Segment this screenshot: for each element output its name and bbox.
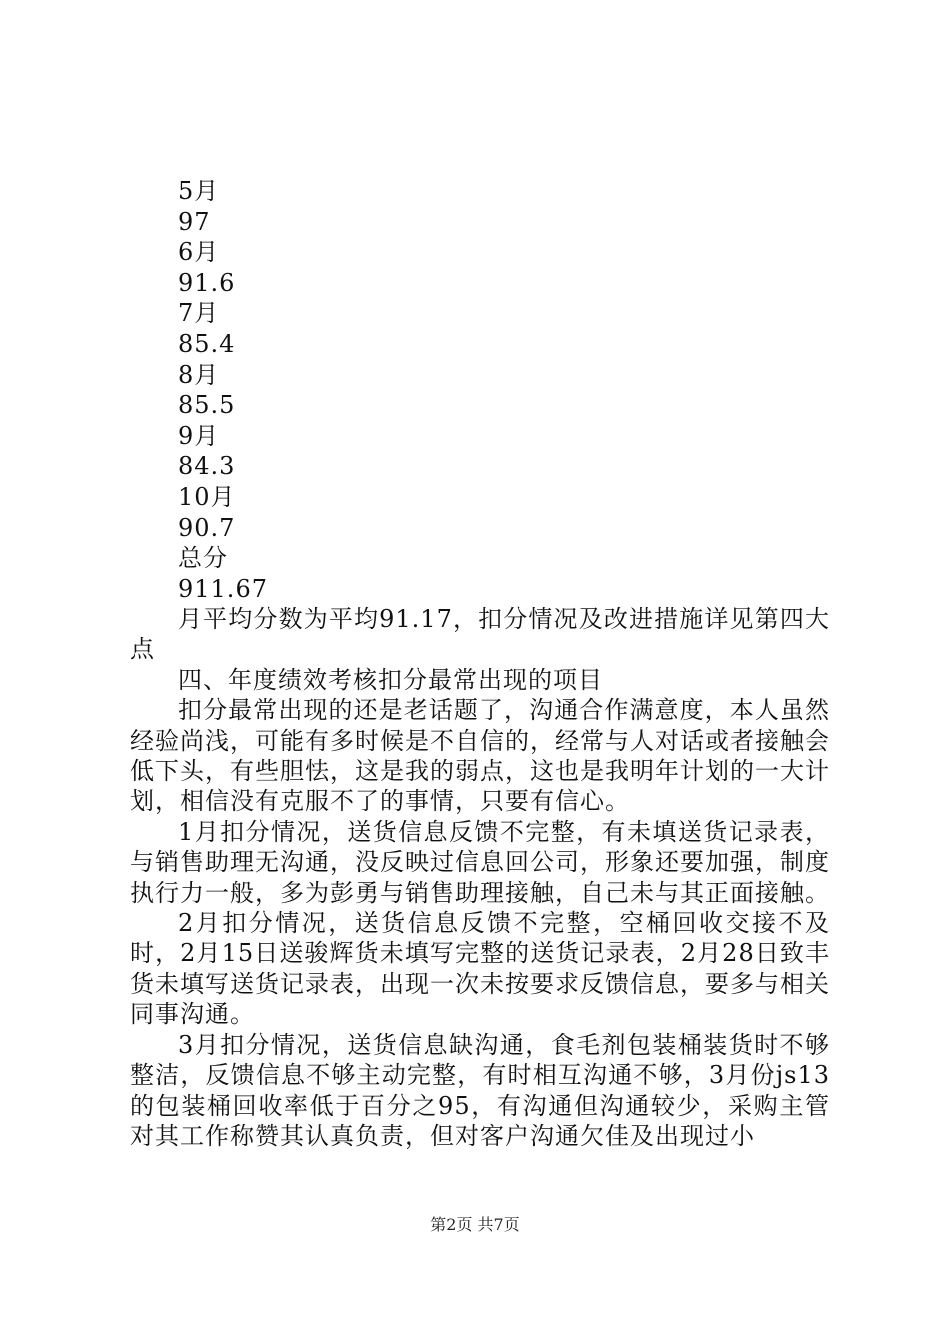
score-value: 85.5 <box>178 391 236 420</box>
score-month: 7月 <box>178 299 220 328</box>
january-paragraph: 1月扣分情况，送货信息反馈不完整，有未填送货记录表，与销售助理无沟通，没反映过信息回公司，形象还要加强，制度执行力一般，多为彭勇与销售助理接触，自己未与其正面接触。 <box>130 817 830 907</box>
score-value: 84.3 <box>178 452 236 481</box>
body-text <box>130 604 830 1151</box>
monthly-score-list <box>178 176 268 604</box>
march-paragraph: 3月扣分情况，送货信息缺沟通，食毛剂包装桶装货时不够整洁，反馈信息不够主动完整，有时相互沟通不够，3月份js13的包装桶回收率低于百分之95，有沟通但沟通较少，采购主管对其工作称赞其认真负责，但对客户沟通欠佳及出现过小 <box>130 1030 830 1150</box>
page-number: 第2页 共7页 <box>430 1215 520 1234</box>
average-paragraph: 月平均分数为平均91.17，扣分情况及改进措施详见第四大点 <box>130 605 830 664</box>
february-paragraph: 2月扣分情况，送货信息反馈不完整，空桶回收交接不及时，2月15日送骏辉货未填写完整的送货记录表，2月28日致丰货未填写送货记录表，出现一次未按要求反馈信息，要多与相关同事沟通。 <box>130 909 830 1029</box>
score-month: 6月 <box>178 238 220 267</box>
score-month: 9月 <box>178 421 220 450</box>
score-value: 91.6 <box>178 268 236 297</box>
score-month: 10月 <box>178 482 236 511</box>
common-deduction-paragraph: 扣分最常出现的还是老话题了，沟通合作满意度，本人虽然经验尚浅，可能有多时候是不自信的，经常与人对话或者接触会低下头，有些胆怯，这是我的弱点，这也是我明年计划的一大计划，相信没有克服不了的事情，只要有信心。 <box>130 696 830 816</box>
total-value: 911.67 <box>178 574 268 603</box>
score-month: 8月 <box>178 360 220 389</box>
page-footer <box>0 1212 950 1235</box>
score-month: 5月 <box>178 177 220 205</box>
score-value: 97 <box>178 207 211 236</box>
total-label: 总分 <box>178 544 228 573</box>
section-heading: 四、年度绩效考核扣分最常出现的项目 <box>178 665 603 694</box>
score-value: 90.7 <box>178 513 236 542</box>
score-value: 85.4 <box>178 329 236 358</box>
